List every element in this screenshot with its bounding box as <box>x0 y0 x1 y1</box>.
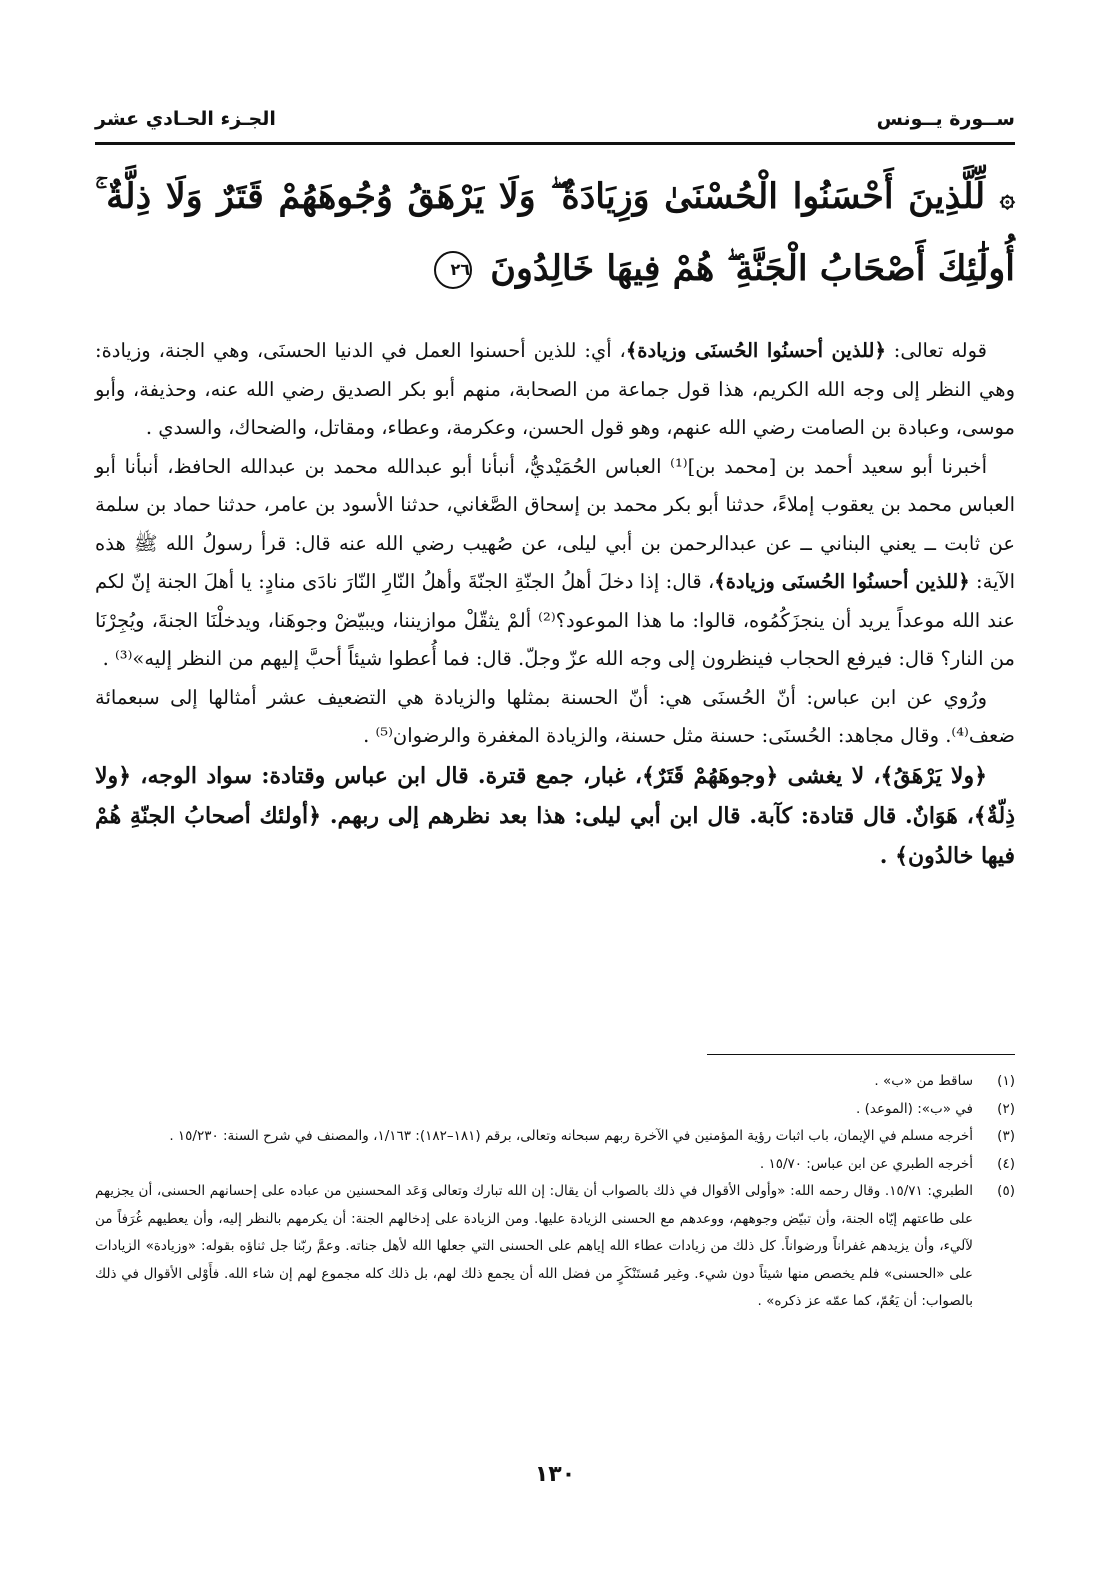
p2-quote: ﴿للذين أحسنُوا الحُسنَى وزيادة﴾ <box>714 570 970 593</box>
verse-text: لِّلَّذِينَ أَحْسَنُوا الْحُسْنَىٰ وَزِيَادَةٌ ۖ وَلَا يَرْهَقُ وُجُوهَهُمْ قَتَرٌ وَلَا ذِلَّةٌ ۚ أُولَٰئِكَ أَصْحَابُ الْجَنَّةِ ۖ هُمْ فِيهَا خَالِدُونَ <box>95 176 1015 289</box>
paragraph-2 <box>95 448 1015 679</box>
footnote-item <box>95 1096 1015 1124</box>
footnote-text: ساقط من «ب» . <box>874 1073 973 1089</box>
hizb-ornament-icon: ۞ <box>999 183 1015 214</box>
p1-text: ، أي: للذين أحسنوا العمل في الدنيا الحسنَى، وهي الجنة، وزيادة: وهي النظر إلى وجه الله الكريم، هذا قول جماعة من الصحابة، منهم أبو بكر الصديق رضي الله عنه، وحذيفة، وأبو موسى، وعبادة بن الصامت رضي الله عنهم، وهو قول الحسن، وعكرمة، وعطاء، ومقاتل، والضحاك، والسدي . <box>95 339 1015 439</box>
footnote-number: (٢) <box>997 1100 1015 1117</box>
page-number: ١٣٠ <box>534 1462 576 1487</box>
footnote-text: أخرجه مسلم في الإيمان، باب اثبات رؤية المؤمنين في الآخرة ربهم سبحانه وتعالى، برقم (١٨١–١٨٢): ١/١٦٣، والمصنف في شرح السنة: ١٥/٢٣٠ . <box>169 1128 973 1144</box>
footnote-number: (٤) <box>997 1155 1015 1172</box>
footnote-number: (١) <box>997 1073 1015 1089</box>
footnote-text: في «ب»: (الموعد) . <box>856 1100 973 1117</box>
footnote-item <box>95 1151 1015 1179</box>
book-page <box>95 0 1015 1579</box>
paragraph-4: ﴿ولا يَرْهَقُ﴾، لا يغشى ﴿وجوهَهُمْ قَتَرٌ﴾، غبار، جمع قترة. قال ابن عباس وقتادة: سواد الوجه، ﴿ولا ذِلّةٌ﴾، هَوَانٌ. قال قتادة: كآبة. قال ابن أبي ليلى: هذا بعد نظرهم إلى ربهم. ﴿أولئك أصحابُ الجنّةِ هُمْ فيها خالدُون﴾ . <box>95 762 1015 869</box>
footnotes <box>95 1068 1015 1316</box>
footnote-divider <box>707 1054 1015 1055</box>
quran-verse <box>95 162 1015 304</box>
commentary-body <box>95 332 1015 876</box>
footnote-text: أخرجه الطبري عن ابن عباس: ١٥/٧٠ . <box>759 1155 973 1172</box>
page-header <box>95 96 1015 130</box>
p1-quote: ﴿للذين أحسنُوا الحُسنَى وزيادة﴾ <box>625 339 886 362</box>
footnote-text: الطبري: ١٥/٧١. وقال رحمه الله: «وأولى الأقوال في ذلك بالصواب أن يقال: إن الله تبارك وتعالى وَعَد المحسنين من عباده على إحسانهم الحسنى، أن يجزيهم على طاعتهم إيّاه الجنة، وأن تبيّض وجوههم، ووعدهم مع الحسنى الزيادة عليها. ومن الزيادة على إدخالهم الجنة: أن يكرمهم بالنظر إليه، وأن يعطيهم غُرَفاً من لآليء، وأن يزيدهم غفراناً ورضواناً. كل ذلك من زيادات عطاء الله إياهم على الحسنى التي جعلها الله لأهل جناته. وعمَّ ربّنا جل ثناؤه بقوله: «وزيادة» الزيادات على «الحسنى» فلم يخصص منها شيئاً دون شيء. وغير مُستَنْكَرٍ من فضل الله أن يجمع ذلك لهم، بل ذلك كله مجموع لهم إن شاء الله. فأَوْلى الأقوال في ذلك بالصواب: أن يَعُمّ، كما عمّه عز ذكره» . <box>95 1183 974 1309</box>
footnote-item <box>95 1178 1015 1316</box>
p2-text: ، قال: إذا دخلَ أهلُ الجنّةِ الجنّةَ وأهلُ النّارِ النّارَ نادَى منادٍ: يا أهلَ الجنة إنّ لكم عند الله موعداً يريد أن ينجزَكُمُوه، قالوا: ما هذا الموعود؟⁽²⁾ ألمْ يثقّلْ موازيننا، ويبيّضْ وجوهَنا، ويدخلْنَا الجنةَ، ويُجِرْنَا من النار؟ قال: فيرفع الحجاب فينظرون إلى وجه الله عزّ وجلّ. قال: فما أُعطوا شيئاً أحبَّ إليهم من النظر إليه»⁽³⁾ . <box>95 570 1015 670</box>
footnote-item <box>95 1068 1015 1096</box>
footnote-number: (٣) <box>997 1128 1015 1144</box>
paragraph-3: ورُوي عن ابن عباس: أنّ الحُسنَى هي: أنّ الحسنة بمثلها والزيادة هي التضعيف عشر أمثالها إلى سبعمائة ضعف⁽⁴⁾. وقال مجاهد: الحُسنَى: حسنة مثل حسنة، والزيادة المغفرة والرضوان⁽⁵⁾ . <box>95 685 1015 747</box>
footnote-item <box>95 1123 1015 1151</box>
p2-isnad: أخبرنا أبو سعيد أحمد بن [محمد بن]⁽¹⁾ العباس الحُمَيْديُّ، أنبأنا أبو عبدالله محمد بن عبدالله الحافظ، أنبأنا أبو العباس محمد بن يعقوب إملاءً، حدثنا أبو بكر محمد بن إسحاق الصَّغاني، حدثنا الأسود بن عامر، حدثنا حماد بن سلمة عن ثابت ــ يعني البناني ــ عن عبدالرحمن بن أبي ليلى، عن صُهيب رضي الله عنه قال: قرأ رسولُ الله ﷺ هذه الآية: <box>95 454 1015 593</box>
part-title: الجـزء الحـادي عشر <box>95 108 276 130</box>
surah-title: ســورة يــونس <box>876 108 1015 130</box>
header-divider <box>95 142 1015 145</box>
paragraph-1 <box>95 332 1015 448</box>
ayah-number-marker: ٢٦ <box>434 251 472 289</box>
p1-intro: قوله تعالى: <box>885 339 988 362</box>
footnote-number: (٥) <box>997 1183 1015 1199</box>
